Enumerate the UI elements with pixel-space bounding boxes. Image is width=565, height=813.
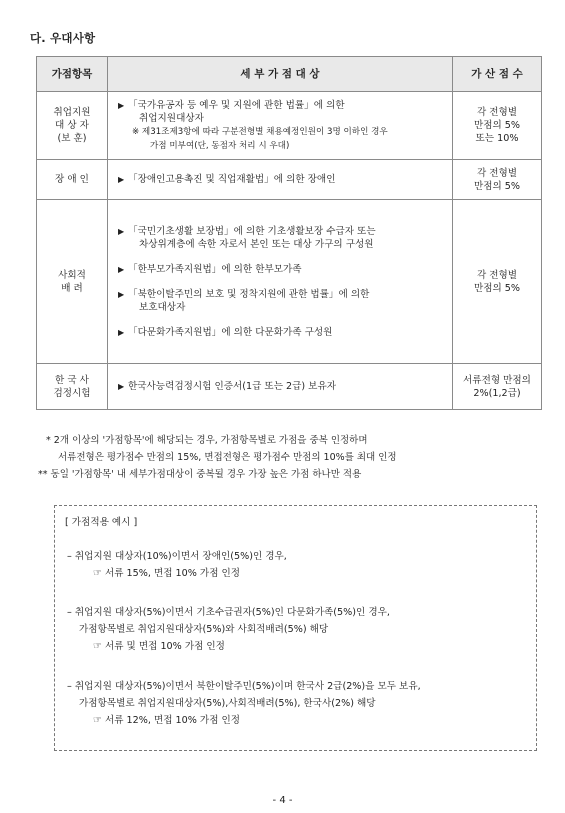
table-header-row — [37, 57, 542, 92]
section-heading: 다. 우대사항 — [30, 31, 96, 45]
list-item: ▶ 「국민기초생활 보장법」에 의한 기초생활보장 수급자 또는 차상위계층에 속한 자로서 본인 또는 대상 가구의 구성원 — [118, 225, 376, 250]
details-cell — [108, 200, 453, 364]
header-details: 세 부 가 점 대 상 — [108, 57, 453, 92]
example-title: [ 가점적용 예시 ] — [65, 517, 138, 528]
details-cell — [108, 364, 453, 410]
category-cell: 취업지원 대 상 자 (보 훈) — [37, 92, 108, 160]
table-row — [37, 92, 542, 160]
details-cell — [108, 160, 453, 200]
note-text: ※ 제31조제3항에 따라 구분전형별 채용예정인원이 3명 이하인 경우 — [132, 126, 388, 137]
pointing-hand-icon: ☞ — [93, 641, 102, 652]
pointing-hand-icon: ☞ — [93, 568, 102, 579]
footnote-1-continued: 서류전형은 평가점수 만점의 15%, 면접전형은 평가점수 만점의 10%를 최대 인정 — [58, 452, 397, 463]
triangle-bullet-icon: ▶ — [118, 226, 125, 236]
points-cell: 서류전형 만점의 2%(1,2급) — [453, 364, 542, 410]
example-case-1: – 취업지원 대상자(10%)이면서 장애인(5%)인 경우, ☞ 서류 15%, 면접 10% 가점 인정 — [67, 551, 287, 579]
list-item: ▶ 「장애인고용촉진 및 직업재활법」에 의한 장애인 — [118, 174, 336, 185]
example-case-3: – 취업지원 대상자(5%)이면서 북한이탈주민(5%)이며 한국사 2급(2%)을 모두 보유, 가점항목별로 취업지원대상자(5%),사회적배려(5%), 한국사(2%) 해당 ☞ 서류 12%, 면접 10% 가점 인정 — [67, 681, 421, 726]
note-text: 가점 미부여(단, 동점자 처리 시 우대) — [150, 140, 290, 151]
category-cell: 한 국 사 검정시험 — [37, 364, 108, 410]
triangle-bullet-icon: ▶ — [118, 327, 125, 337]
list-item: ▶ 「한부모가족지원법」에 의한 한부모가족 — [118, 263, 302, 275]
triangle-bullet-icon: ▶ — [118, 382, 125, 391]
table-row — [37, 160, 542, 200]
example-case-2: – 취업지원 대상자(5%)이면서 기초수급권자(5%)인 다문화가족(5%)인 경우, 가점항목별로 취업지원대상자(5%)와 사회적배려(5%) 해당 ☞ 서류 및 면접 10% 가점 인정 — [67, 607, 390, 652]
footnotes — [38, 432, 397, 483]
table-row — [37, 200, 542, 364]
page-number: - 4 - — [272, 795, 293, 806]
points-cell: 각 전형별 만점의 5% — [453, 200, 542, 364]
triangle-bullet-icon: ▶ — [118, 175, 125, 184]
category-cell: 장 애 인 — [37, 160, 108, 200]
header-points: 가 산 점 수 — [453, 57, 542, 92]
header-category: 가점항목 — [37, 57, 108, 92]
category-cell: 사회적 배 려 — [37, 200, 108, 364]
details-cell — [108, 92, 453, 160]
points-cell: 각 전형별 만점의 5% 또는 10% — [453, 92, 542, 160]
footnote-1: * 2개 이상의 '가점항목'에 해당되는 경우, 가점항목별로 가점을 중복 인정하며 — [46, 435, 368, 446]
footnote-2: ** 동일 '가점항목' 내 세부가점대상이 중복될 경우 가장 높은 가점 하나만 적용 — [38, 469, 362, 480]
list-item: ▶ 한국사능력검정시험 인증서(1급 또는 2급) 보유자 — [118, 381, 336, 392]
triangle-bullet-icon: ▶ — [118, 264, 125, 274]
example-box — [54, 505, 537, 751]
triangle-bullet-icon: ▶ — [118, 289, 125, 299]
list-item: ▶ 「북한이탈주민의 보호 및 정착지원에 관한 법률」에 의한 보호대상자 — [118, 288, 370, 313]
list-item: ▶ 「국가유공자 등 예우 및 지원에 관한 법률」에 의한 취업지원대상자 — [118, 99, 345, 124]
triangle-bullet-icon: ▶ — [118, 100, 125, 110]
list-item: ▶ 「다문화가족지원법」에 의한 다문화가족 구성원 — [118, 326, 333, 338]
pointing-hand-icon: ☞ — [93, 715, 102, 726]
table-row — [37, 364, 542, 410]
points-cell: 각 전형별 만점의 5% — [453, 160, 542, 200]
preference-table — [36, 56, 542, 410]
